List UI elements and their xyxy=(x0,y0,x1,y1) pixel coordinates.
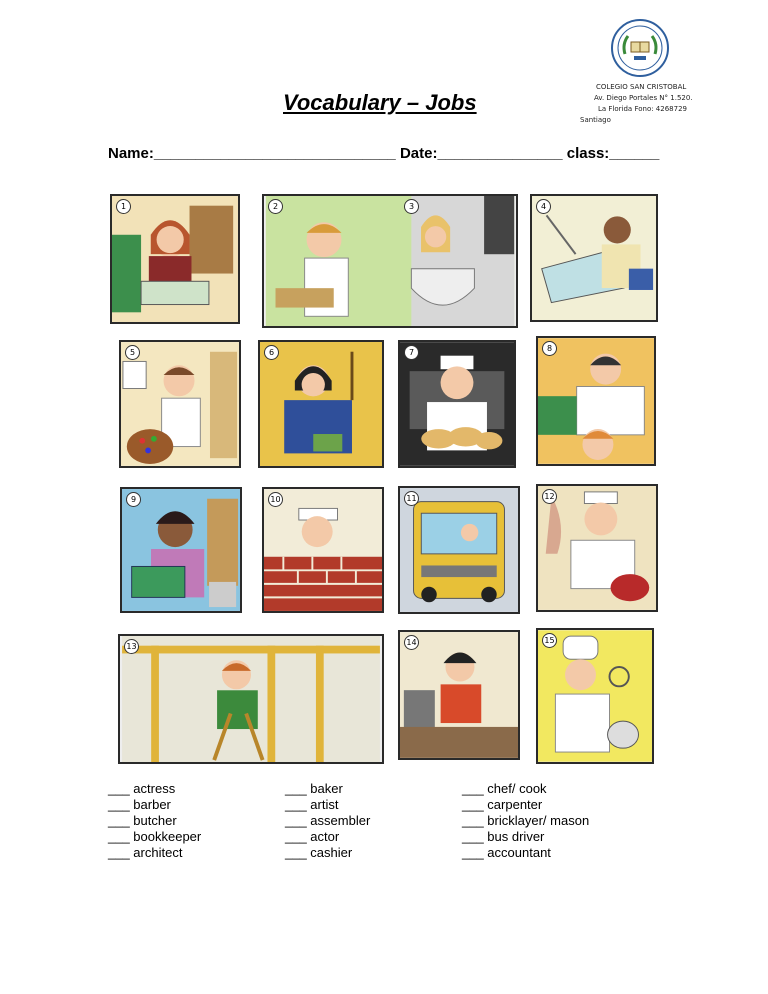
stage-and-castle-illustration xyxy=(264,196,516,326)
panel-number: 1 xyxy=(116,199,131,214)
panel-number: 4 xyxy=(536,199,551,214)
picture-panel-12 xyxy=(536,484,658,612)
school-info xyxy=(580,82,710,126)
page-title: Vocabulary – Jobs xyxy=(283,90,477,115)
school-seal-icon xyxy=(610,18,670,78)
word-bank-column-1 xyxy=(108,781,201,861)
panel-number: 13 xyxy=(124,639,139,654)
assembler-illustration xyxy=(260,342,382,466)
picture-panel-14 xyxy=(398,630,520,760)
bookkeeper-illustration xyxy=(122,489,240,611)
word-bank-item: ___ butcher xyxy=(108,813,177,828)
picture-panel-8 xyxy=(536,336,656,466)
carpenter-illustration xyxy=(120,636,382,762)
word-bank-item: ___ barber xyxy=(108,797,171,812)
panel-number: 2 xyxy=(268,199,283,214)
word-bank-item: ___ chef/ cook xyxy=(462,781,547,796)
picture-panel-1 xyxy=(110,194,240,324)
chef-illustration xyxy=(538,630,652,762)
bricklayer-illustration xyxy=(264,489,382,611)
panel-number: 8 xyxy=(542,341,557,356)
word-bank-item: ___ baker xyxy=(285,781,343,796)
woman-at-desk-illustration xyxy=(112,196,238,322)
school-name: COLEGIO SAN CRISTOBAL xyxy=(596,83,687,91)
drafting-table-illustration xyxy=(532,196,656,320)
word-bank-item: ___ bricklayer/ mason xyxy=(462,813,590,828)
school-address: Av. Diego Portales N° 1.520. xyxy=(594,94,693,102)
panel-number: 7 xyxy=(404,345,419,360)
word-bank-item: ___ actor xyxy=(285,829,340,844)
panel-number: 3 xyxy=(404,199,419,214)
word-bank-item: ___ assembler xyxy=(285,813,371,828)
panel-number: 9 xyxy=(126,492,141,507)
word-bank-item: ___ bookkeeper xyxy=(108,829,202,844)
picture-panel-6 xyxy=(258,340,384,468)
word-bank-item: ___ bus driver xyxy=(462,829,545,844)
panel-number: 10 xyxy=(268,492,283,507)
barber-illustration xyxy=(538,338,654,464)
picture-panel-11 xyxy=(398,486,520,614)
word-bank-item: ___ cashier xyxy=(285,845,353,860)
picture-panel-7 xyxy=(398,340,516,468)
word-bank-column-3 xyxy=(462,781,589,861)
word-bank-item: ___ actress xyxy=(108,781,176,796)
panel-number: 14 xyxy=(404,635,419,650)
school-phone: La Florida Fono: 4268729 xyxy=(598,105,687,113)
picture-panel-5 xyxy=(119,340,241,468)
word-bank-item: ___ architect xyxy=(108,845,183,860)
baker-illustration xyxy=(400,342,514,466)
cashier-illustration xyxy=(400,632,518,758)
panel-number: 15 xyxy=(542,633,557,648)
word-bank-item: ___ accountant xyxy=(462,845,551,860)
word-bank-item: ___ carpenter xyxy=(462,797,543,812)
picture-panel-9 xyxy=(120,487,242,613)
school-city: Santiago xyxy=(580,116,611,124)
picture-panel-4 xyxy=(530,194,658,322)
panel-number: 5 xyxy=(125,345,140,360)
panel-number: 6 xyxy=(264,345,279,360)
word-bank-item: ___ artist xyxy=(285,797,339,812)
picture-panel-13 xyxy=(118,634,384,764)
picture-panel-2-3 xyxy=(262,194,518,328)
bus-driver-illustration xyxy=(400,488,518,612)
name-date-class-line: Name:_____________________________ Date:_______________ class:______ xyxy=(108,145,660,162)
word-bank-column-2 xyxy=(285,781,370,861)
artist-illustration xyxy=(121,342,239,466)
panel-number: 12 xyxy=(542,489,557,504)
picture-panel-10 xyxy=(262,487,384,613)
butcher-illustration xyxy=(538,486,656,610)
panel-number: 11 xyxy=(404,491,419,506)
picture-panel-15 xyxy=(536,628,654,764)
